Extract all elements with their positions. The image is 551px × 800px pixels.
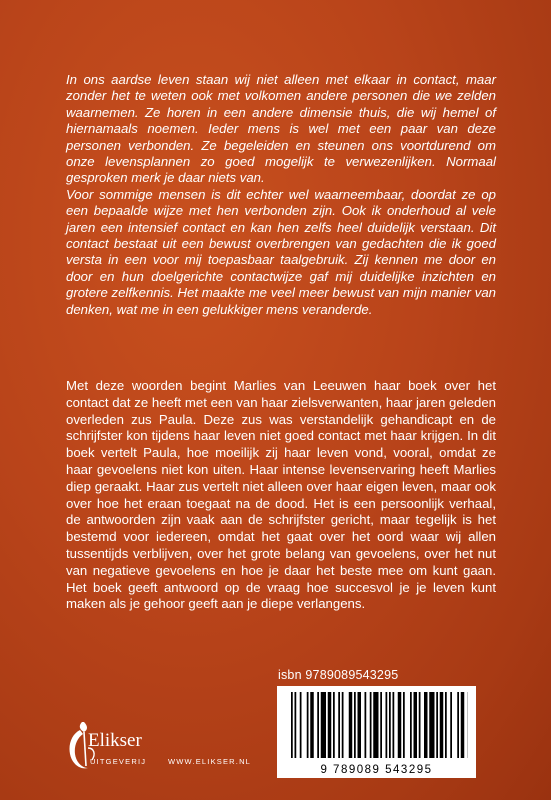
isbn-label: isbn 9789089543295 bbox=[278, 668, 399, 682]
barcode-bar bbox=[333, 692, 335, 758]
publisher-name: Elikser bbox=[88, 730, 142, 751]
barcode-bar bbox=[410, 692, 412, 758]
barcode-bar bbox=[429, 692, 434, 758]
barcode-bar bbox=[419, 692, 421, 758]
barcode-bar bbox=[389, 692, 391, 758]
barcode-bar bbox=[307, 692, 309, 758]
barcode-bar bbox=[450, 692, 452, 758]
quote-paragraph: In ons aardse leven staan wij niet alleen met elkaar in contact, maar zonder het te weten ook met volkomen andere personen die we zelden waarnemen. Ze horen in een andere dimensie thuis, die wij hemel of hiernamaals noemen. Ieder mens is wel met een paar van deze personen verbonden. Ze begeleiden en steunen ons voortdurend om onze levensplannen zo goed mogelijk te verwezenlijken. Normaal gesproken merk je daar niets van. bbox=[66, 72, 496, 186]
barcode-bar bbox=[403, 692, 405, 758]
barcode-bar bbox=[328, 692, 332, 758]
barcode-bar bbox=[436, 692, 438, 758]
barcode-bar bbox=[445, 692, 447, 758]
barcode-bar bbox=[386, 692, 388, 758]
barcode-bar bbox=[300, 692, 302, 758]
barcode-bars bbox=[285, 692, 468, 760]
barcode-digits: 9 789089 543295 bbox=[320, 764, 433, 776]
barcode-bar bbox=[338, 692, 340, 758]
barcode-bar bbox=[393, 692, 395, 758]
barcode-bar bbox=[295, 692, 297, 758]
barcode-bar bbox=[321, 692, 326, 758]
barcode-bar bbox=[310, 692, 314, 758]
barcode-bar bbox=[365, 692, 367, 758]
barcode-bar bbox=[414, 692, 418, 758]
barcode-bar bbox=[342, 692, 344, 758]
barcode-bar bbox=[457, 692, 459, 758]
quote-paragraph: Voor sommige mensen is dit echter wel waarneembaar, doordat ze op een bepaalde wijze met hen verbonden zijn. Ook ik onderhoud al vele jaren een intensief contact en kan hen zelfs heel duidelijk verstaan. Dit contact bestaat uit een bewust overbrengen van gedachten die ik goed versta in een voor mij toepasbaar taalgebruik. Zij kennen me door en door en hun doelgerichte contactwijze gaf mij duidelijke inzichten en grotere zelfkennis. Het maakte me veel meer bewust van mijn manier van denken, wat me in een gelukkiger mens veranderde. bbox=[66, 186, 496, 317]
book-description: Met deze woorden begint Marlies van Leeuwen haar boek over het contact dat ze heeft met een van haar zielsverwanten, haar jaren geleden overleden zus Paula. Deze zus was verstandelijk gehandicapt en de schrijfster kon tijdens haar leven niet goed contact met haar krijgen. In dit boek vertelt Paula, hoe moeilijk zij haar leven vond, vooral, omdat ze haar gevoelens niet kon uiten. Haar intense levenservaring heeft Marlies diep geraakt. Haar zus vertelt niet alleen over haar eigen leven, maar ook over hoe het eraan toegaat na de dood. Het is een persoonlijk verhaal, de antwoorden zijn vaak aan de schrijfster gericht, maar tegelijk is het bestemd voor iedereen, omdat het gaat over het oord waar wij allen tussentijds verblijven, over het grote belang van gevoelens, over het nut van negatieve gevoelens en hoe je daar het beste mee om kunt gaan. Het boek geeft antwoord op de vraag hoe succesvol je je leven kunt maken als je gehoor geeft aan je diepe verlangens. bbox=[66, 378, 496, 612]
barcode-bar bbox=[291, 692, 293, 758]
barcode-bar bbox=[370, 692, 372, 758]
publisher-website: WWW.ELIKSER.NL bbox=[168, 757, 252, 766]
barcode-bar bbox=[349, 692, 353, 758]
barcode bbox=[277, 686, 476, 778]
barcode-bar bbox=[358, 692, 362, 758]
barcode-bar bbox=[380, 692, 382, 758]
barcode-bar bbox=[440, 692, 444, 758]
back-cover-quote bbox=[66, 72, 496, 318]
barcode-bar bbox=[398, 692, 402, 758]
barcode-bar bbox=[354, 692, 356, 758]
publisher-subtitle: UITGEVERIJ bbox=[90, 757, 147, 766]
barcode-bar bbox=[424, 692, 428, 758]
barcode-bar bbox=[317, 692, 319, 758]
barcode-bar bbox=[461, 692, 465, 758]
barcode-bar bbox=[373, 692, 378, 758]
